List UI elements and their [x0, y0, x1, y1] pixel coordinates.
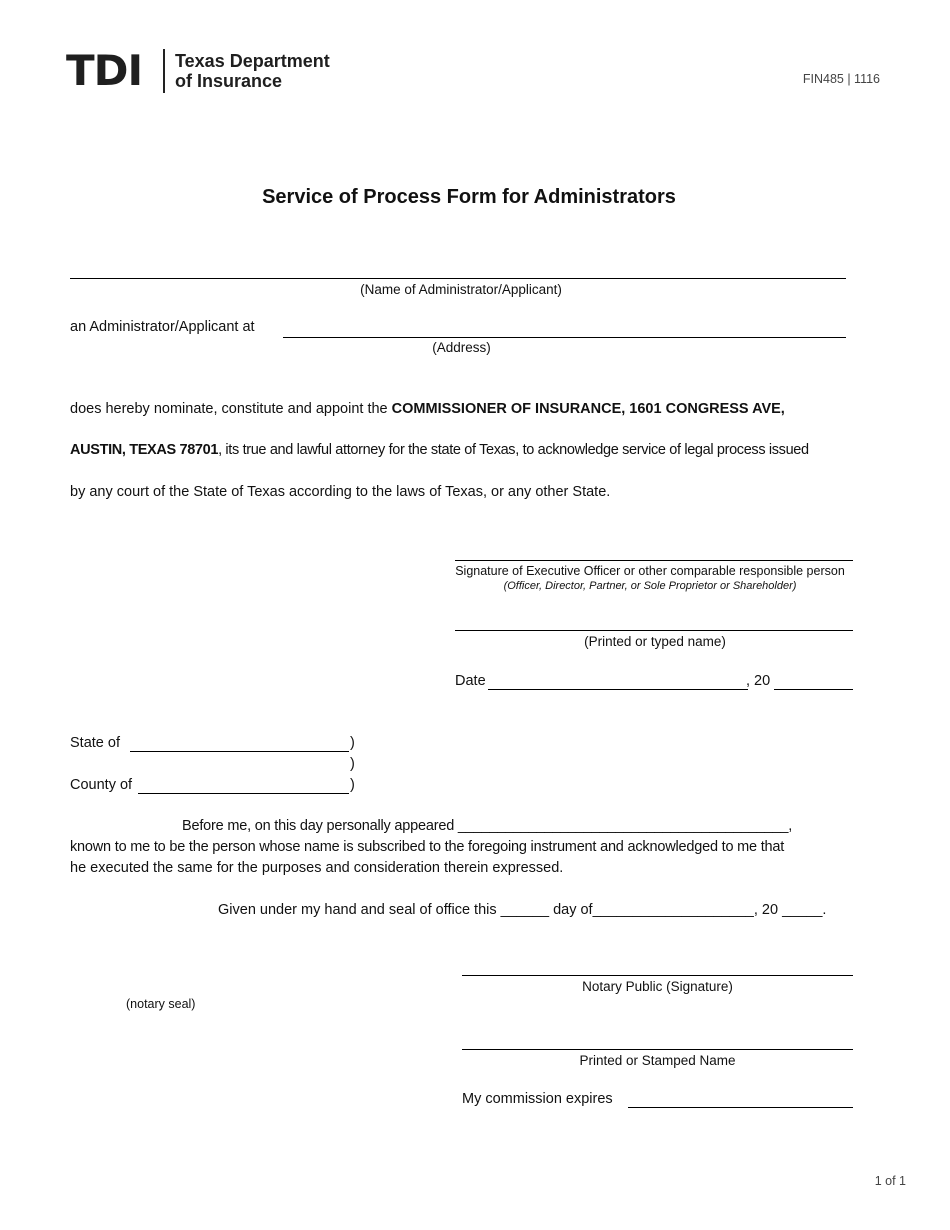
name-line[interactable]	[70, 278, 846, 279]
date-label: Date	[455, 673, 486, 689]
ack-line-1: Before me, on this day personally appeared __________________________________________,	[182, 818, 793, 834]
printed-name-caption: (Printed or typed name)	[584, 634, 726, 649]
form-code: FIN485 | 1116	[802, 72, 880, 86]
body-line-3: by any court of the State of Texas according to the laws of Texas, or any other State.	[70, 484, 611, 500]
state-label: State of	[70, 735, 120, 751]
given-under-hand: Given under my hand and seal of office this ______ day of____________________, 20 _____.	[218, 902, 827, 918]
body-line-1	[70, 401, 866, 417]
commission-line[interactable]	[628, 1107, 853, 1108]
body-line-2	[70, 442, 900, 458]
county-label: County of	[70, 777, 133, 793]
date-line[interactable]	[488, 689, 748, 690]
logo-line-2: of Insurance	[175, 71, 283, 91]
signature-subcaption: (Officer, Director, Partner, or Sole Proprietor or Shareholder)	[503, 580, 797, 592]
signature-caption: Signature of Executive Officer or other comparable responsible person	[455, 564, 845, 578]
state-line[interactable]	[130, 751, 349, 752]
notary-name-line[interactable]	[462, 1049, 853, 1050]
logo-mark: TDI	[66, 46, 143, 95]
county-paren: )	[350, 777, 355, 793]
page-title: Service of Process Form for Administrators	[262, 186, 676, 208]
notary-name-caption: Printed or Stamped Name	[579, 1053, 736, 1068]
logo-divider	[163, 49, 165, 93]
tdi-logo	[66, 46, 356, 96]
ack-line-3: he executed the same for the purposes and consideration therein expressed.	[70, 860, 564, 876]
state-paren: )	[350, 735, 355, 751]
address-prefix: an Administrator/Applicant at	[70, 319, 255, 335]
logo-line-1: Texas Department	[175, 51, 330, 71]
middle-paren: )	[350, 756, 355, 772]
address-line[interactable]	[283, 337, 846, 338]
notary-signature-caption: Notary Public (Signature)	[582, 979, 733, 994]
ack-line-2: known to me to be the person whose name is subscribed to the foregoing instrument and acknowledged to me that	[70, 839, 785, 855]
page-number: 1 of 1	[874, 1174, 906, 1188]
county-line[interactable]	[138, 793, 349, 794]
notary-signature-line[interactable]	[462, 975, 853, 976]
notary-seal-label: (notary seal)	[126, 997, 196, 1011]
commissioner-city: AUSTIN, TEXAS 78701	[70, 442, 219, 458]
commissioner-name: COMMISSIONER OF INSURANCE, 1601 CONGRESS AVE,	[391, 401, 785, 417]
printed-name-line[interactable]	[455, 630, 853, 631]
address-caption: (Address)	[432, 340, 491, 355]
body-line-1-prefix: does hereby nominate, constitute and appoint the	[70, 401, 388, 417]
date-year-line[interactable]	[774, 689, 853, 690]
date-year-prefix: , 20	[746, 673, 771, 689]
signature-line[interactable]	[455, 560, 853, 561]
name-caption: (Name of Administrator/Applicant)	[360, 282, 562, 297]
commission-label: My commission expires	[462, 1091, 613, 1107]
body-line-2-rest: , its true and lawful attorney for the state of Texas, to acknowledge service of legal process issued	[218, 442, 809, 458]
